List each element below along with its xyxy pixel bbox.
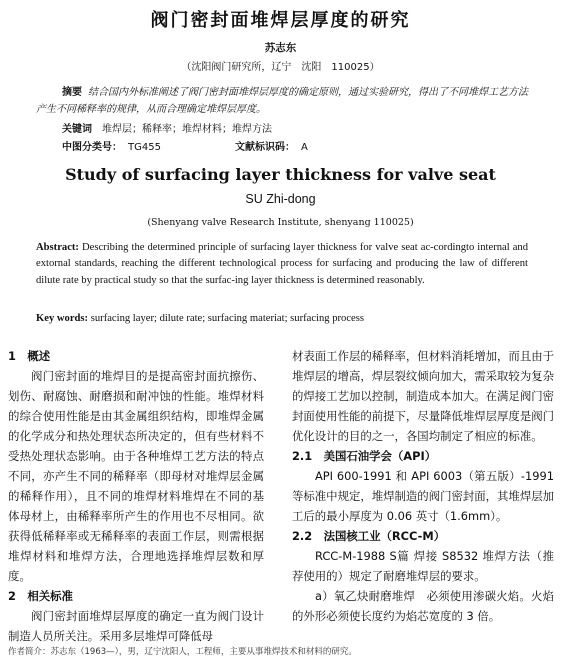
subsection-2-2-item-a: a）氧乙炔耐磨堆焊 必须使用渗碳火焰。火焰的外形必须使长度约为焰芯宽度的 3 倍。 bbox=[292, 589, 554, 623]
chinese-abstract bbox=[36, 84, 536, 118]
english-abstract-label: Abstract: bbox=[36, 242, 79, 253]
chinese-affiliation: （沈阳阀门研究所，辽宁 沈阳 110025） bbox=[181, 62, 380, 73]
english-abstract-text: Describing the determined principle of surfacing layer thickness for valve seat ac-cordingto internal and extornal standards, reaching the different technological process for surfacing and producing the law of different dilute rate by practical study so that the surfac-ing layer thickness is determined reasonably. bbox=[36, 242, 528, 286]
chinese-keywords-text: 堆焊层；稀释率；堆焊材料；堆焊方法 bbox=[102, 124, 272, 135]
english-keywords-label: Key words: bbox=[36, 313, 89, 324]
chinese-abstract-label: 摘要 bbox=[62, 87, 82, 98]
subsection-2-2-paragraph: RCC-M-1988 S篇 焊接 S8532 堆焊方法（推荐使用的）规定了耐磨堆焊层的要求。 bbox=[292, 549, 554, 583]
body-right-column bbox=[292, 346, 554, 626]
subsection-2-2-heading: 2.2 法国核工业（RCC-M） bbox=[292, 529, 446, 543]
author-footnote: 作者简介：苏志东（1963—），男，辽宁沈阳人，工程师，主要从事堆焊技术和材料的研究。 bbox=[8, 647, 357, 657]
chinese-abstract-text: 结合国内外标准阐述了阀门密封面堆焊层厚度的确定原则，通过实验研究，得出了不同堆焊工艺方法产生不同稀释率的规律，从而合理确定堆焊层厚度。 bbox=[36, 87, 528, 115]
chinese-title: 阀门密封面堆焊层厚度的研究 bbox=[150, 10, 411, 31]
english-title: Study of surfacing layer thickness for valve seat bbox=[65, 165, 496, 184]
class-number-value: TG455 bbox=[128, 142, 161, 153]
body-left-column bbox=[8, 346, 264, 646]
classification-line bbox=[62, 138, 314, 153]
section-1-paragraph: 阀门密封面的堆焊目的是提高密封面抗擦伤、划伤、耐腐蚀、耐磨损和耐冲蚀的性能。堆焊材料的综合使用性能是由其金属组织结构，即堆焊金属的化学成分和热处理状态所决定的，但有些材料不受热处理状态影响。由于各种堆焊工艺方法的特点不同，亦产生不同的稀释率（即母材对堆焊层金属的稀释作用），且不同的堆焊材料堆焊在不同的基体母材上，由稀释率所产生的作用也不尽相同。欲获得低稀释率或无稀释率的表面工作层，则需根据堆焊材料和堆焊方法，合理地选择堆焊层数和厚度。 bbox=[8, 369, 264, 583]
english-author: SU Zhi-dong bbox=[245, 192, 316, 206]
document-code-label: 文献标识码： bbox=[234, 142, 295, 153]
chinese-keywords bbox=[62, 120, 272, 135]
continued-paragraph: 材表面工作层的稀释率，但材料消耗增加，而且由于堆焊层的增高，焊层裂纹倾向加大，需采取较为复杂的焊接工艺加以控制，制造成本加大。在满足阀门密封面使用性能的前提下，尽量降低堆焊层厚度是阀门优化设计的目的之一，各国均制定了相应的标准。 bbox=[292, 349, 554, 443]
chinese-author: 苏志东 bbox=[264, 42, 297, 54]
chinese-keywords-label: 关键词 bbox=[62, 124, 92, 135]
subsection-2-1-heading: 2.1 美国石油学会（API） bbox=[292, 449, 437, 463]
english-keywords bbox=[36, 313, 364, 324]
document-code-value: A bbox=[300, 142, 308, 153]
class-number-label: 中图分类号： bbox=[62, 142, 122, 153]
subsection-2-1-paragraph: API 600-1991 和 API 6003（第五版）-1991 等标准中规定，堆焊制造的阀门密封面，其堆焊层加工后的最小厚度为 0.06 英寸（1.6mm）。 bbox=[292, 469, 554, 523]
english-keywords-text: surfacing layer; dilute rate; surfacing materiat; surfacing process bbox=[88, 313, 365, 324]
english-affiliation: (Shenyang valve Research Institute, shenyang 110025) bbox=[147, 217, 414, 228]
section-1-heading: 1 概述 bbox=[8, 349, 51, 363]
english-abstract bbox=[36, 240, 528, 289]
section-2-paragraph: 阀门密封面堆焊层厚度的确定一直为阀门设计制造人员所关注。采用多层堆焊可降低母 bbox=[8, 609, 264, 643]
section-2-heading: 2 相关标准 bbox=[8, 589, 73, 603]
